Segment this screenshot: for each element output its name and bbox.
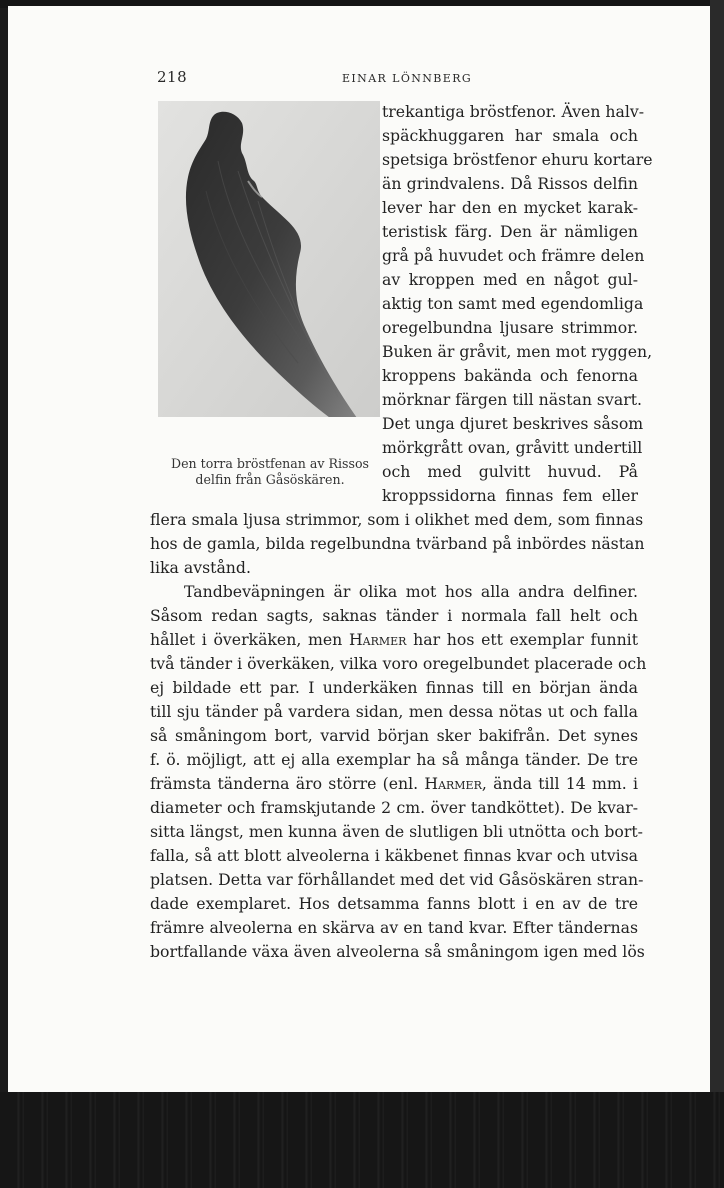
body-line: bortfallande växa även alveolerna så småningom igen med lös xyxy=(150,942,645,961)
text-segment: främsta tänderna äro större (enl. xyxy=(150,774,419,793)
paragraph-first-line: Tandbeväpningen är olika mot hos alla andra delfiner. xyxy=(184,582,638,601)
dried-pectoral-fin-image xyxy=(158,101,380,417)
body-line: och med gulvitt huvud. På xyxy=(382,462,638,481)
body-line: spetsiga bröstfenor ehuru kortare xyxy=(382,150,653,169)
body-line: flera smala ljusa strimmor, som i olikhet med dem, som finnas xyxy=(150,510,644,529)
body-line: Buken är gråvit, men mot ryggen, xyxy=(382,342,653,361)
text-segment: har hos ett exemplar funnit xyxy=(413,630,638,649)
body-line: två tänder i överkäken, vilka voro oregelbundet placerade och xyxy=(150,654,647,673)
body-line xyxy=(150,628,638,652)
body-line: Såsom redan sagts, saknas tänder i normala fall helt och xyxy=(150,606,638,625)
body-line: oregelbundna ljusare strimmor. xyxy=(382,318,638,337)
body-line xyxy=(150,772,638,796)
body-line: sitta längst, men kunna även de slutligen bli utnötta och bort- xyxy=(150,822,643,841)
body-line: platsen. Detta var förhållandet med det vid Gåsöskären stran- xyxy=(150,870,644,889)
body-line: lever har den en mycket karak- xyxy=(382,198,638,217)
text-segment: hållet i överkäken, men xyxy=(150,630,343,649)
body-line: ej bildade ett par. I underkäken finnas till en början ända xyxy=(150,678,638,697)
flipper-photograph xyxy=(158,101,380,417)
body-line: grå på huvudet och främre delen xyxy=(382,246,645,265)
scan-bottom-edge xyxy=(0,1092,724,1188)
body-line: till sju tänder på vardera sidan, men dessa nötas ut och falla xyxy=(150,702,638,721)
body-line: kroppssidorna finnas fem eller xyxy=(382,486,638,505)
body-line: så småningom bort, varvid början sker bakifrån. Det synes xyxy=(150,726,638,745)
running-title: EINAR LÖNNBERG xyxy=(342,72,473,85)
body-line: kroppens bakända och fenorna xyxy=(382,366,638,385)
author-name-harmer: Harmer xyxy=(348,630,407,649)
body-line: Det unga djuret beskrives såsom xyxy=(382,414,644,433)
body-line: aktig ton samt med egendomliga xyxy=(382,294,644,313)
book-page xyxy=(8,6,710,1092)
body-line: diameter och framskjutande 2 cm. över tandköttet). De kvar- xyxy=(150,798,638,817)
body-line: mörkgrått ovan, gråvitt undertill xyxy=(382,438,643,457)
body-line: hos de gamla, bilda regelbundna tvärband på inbördes nästan xyxy=(150,534,645,553)
body-line: f. ö. möjligt, att ej alla exemplar ha så många tänder. De tre xyxy=(150,750,638,769)
body-line: av kroppen med en något gul- xyxy=(382,270,638,289)
caption-line: delfin från Gåsöskären. xyxy=(195,472,345,487)
body-line: dade exemplaret. Hos detsamma fanns blott i en av de tre xyxy=(150,894,638,913)
figure-caption xyxy=(150,456,390,488)
body-line: späckhuggaren har smala och xyxy=(382,126,638,145)
author-name-harmer: Harmer, xyxy=(424,774,487,793)
body-line: mörknar färgen till nästan svart. xyxy=(382,390,642,409)
text-segment: ända till 14 mm. i xyxy=(493,774,638,793)
body-line: teristisk färg. Den är nämligen xyxy=(382,222,638,241)
scan-right-edge xyxy=(710,0,724,1188)
page-header xyxy=(8,68,710,90)
body-line: än grindvalens. Då Rissos delfin xyxy=(382,174,638,193)
page-number: 218 xyxy=(157,68,188,86)
body-line: främre alveolerna en skärva av en tand kvar. Efter tändernas xyxy=(150,918,638,937)
body-line: lika avstånd. xyxy=(150,558,251,577)
body-line: falla, så att blott alveolerna i käkbenet finnas kvar och utvisa xyxy=(150,846,638,865)
body-line: trekantiga bröstfenor. Även halv- xyxy=(382,102,645,121)
caption-line: Den torra bröstfenan av Rissos xyxy=(170,456,369,471)
